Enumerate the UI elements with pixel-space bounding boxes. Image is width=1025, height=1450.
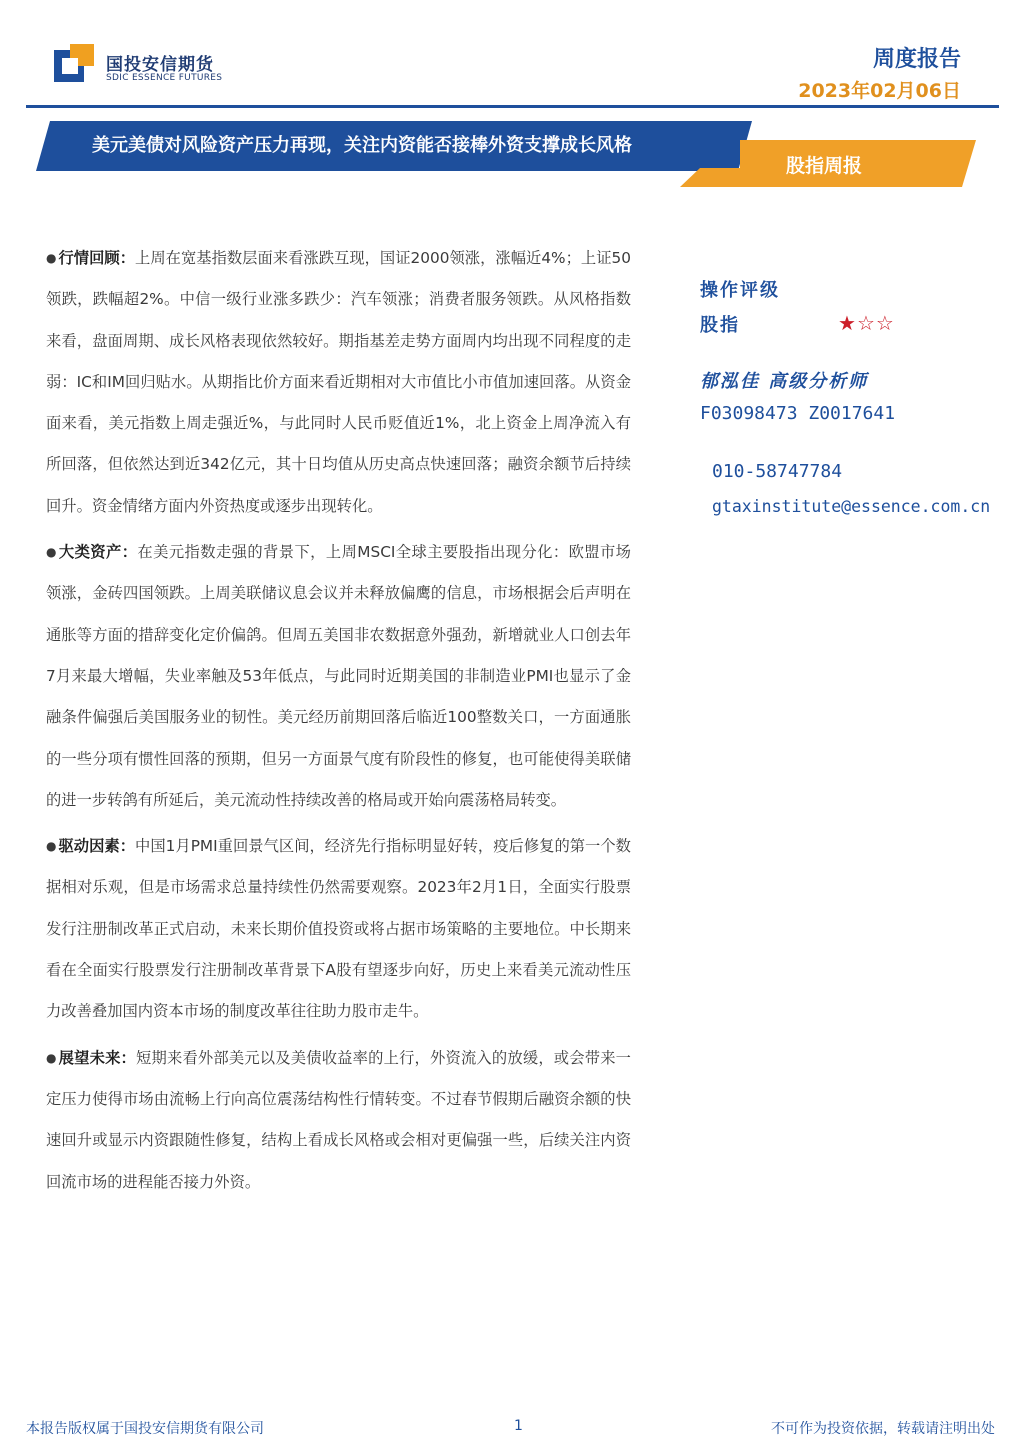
footer-copyright: 本报告版权属于国投安信期货有限公司	[26, 1421, 264, 1437]
brand-logo-icon	[54, 44, 96, 82]
category-tag: 股指周报	[786, 155, 863, 177]
bullet-icon: ●	[46, 251, 57, 265]
rating-stars	[838, 311, 895, 335]
paragraph-market-review	[46, 238, 631, 527]
paragraph-asset-classes	[46, 532, 631, 821]
brand-name-cn: 国投安信期货	[106, 55, 214, 75]
analyst-name: 郁泓佳 高级分析师	[700, 371, 869, 392]
paragraph-text: 短期来看外部美元以及美债收益率的上行，外资流入的放缓，或会带来一定压力使得市场由流畅上行向高位震荡结构性行情转变。不过春节假期后融资余额的快速回升或显示内资跟随性修复，结构上看成长风格或会相对更偏强一些，后续关注内资回流市场的进程能否接力外资。	[46, 1048, 631, 1191]
paragraph-text: 上周在宽基指数层面来看涨跌互现，国证2000领涨，涨幅近4%；上证50领跌，跌幅超2%。中信一级行业涨多跌少：汽车领涨；消费者服务领跌。从风格指数来看，盘面周期、成长风格表现依然较好。期指基差走势方面周内均出现不同程度的走弱：IC和IM回归贴水。从期指比价方面来看近期相对大市值比小市值加速回落。从资金面来看，美元指数上周走强近%，与此同时人民币贬值近1%，北上资金上周净流入有所回落，但依然达到近342亿元，其十日均值从历史高点快速回落；融资余额节后持续回升。资金情绪方面内外资热度或逐步出现转化。	[46, 249, 631, 515]
paragraph-outlook	[46, 1038, 631, 1203]
paragraph-lead: 行情回顾：	[58, 249, 136, 267]
contact-phone: 010-58747784	[712, 461, 843, 482]
page-number: 1	[514, 1418, 523, 1434]
report-date: 2023年02月06日	[798, 80, 961, 102]
rating-label: 操作评级	[700, 280, 780, 301]
paragraph-text: 在美元指数走强的背景下，上周MSCI全球主要股指出现分化：欧盟市场领涨，金砖四国领跌。上周美联储议息会议并未释放偏鹰的信息，市场根据会后声明在通胀等方面的措辞变化定价偏鸽。但周五美国非农数据意外强劲，新增就业人口创去年7月来最大增幅，失业率触及53年低点，与此同时近期美国的非制造业PMI也显示了金融条件偏强后美国服务业的韧性。美元经历前期回落后临近100整数关口，一方面通胀的一些分项有惯性回落的预期，但另一方面景气度有阶段性的修复，也可能使得美联储的进一步转鸽有所延后，美元流动性持续改善的格局或开始向震荡格局转变。	[46, 543, 631, 809]
brand-name-en: SDIC ESSENCE FUTURES	[106, 73, 223, 83]
paragraph-text: 中国1月PMI重回景气区间，经济先行指标明显好转，疫后修复的第一个数据相对乐观，但是市场需求总量持续性仍然需要观察。2023年2月1日，全面实行股票发行注册制改革正式启动，未来长期价值投资或将占据市场策略的主要地位。中长期来看在全面实行股票发行注册制改革背景下A股有望逐步向好，历史上来看美元流动性压力改善叠加国内资本市场的制度改革往往助力股市走牛。	[46, 837, 631, 1021]
paragraph-lead: 展望未来：	[58, 1048, 137, 1067]
paragraph-lead: 大类资产：	[58, 543, 138, 562]
star-filled-icon: ★	[838, 311, 857, 335]
bullet-icon: ●	[46, 1050, 57, 1065]
report-title: 美元美债对风险资产压力再现，关注内资能否接棒外资支撑成长风格	[92, 135, 632, 156]
paragraph-drivers	[46, 826, 631, 1032]
bullet-icon: ●	[46, 839, 57, 854]
contact-email[interactable]: gtaxinstitute@essence.com.cn	[712, 497, 991, 516]
report-type: 周度报告	[872, 47, 961, 72]
header-divider	[26, 105, 999, 108]
paragraph-lead: 驱动因素：	[58, 837, 136, 856]
analyst-license: F03098473 Z0017641	[700, 403, 896, 424]
footer-disclaimer: 不可作为投资依据，转载请注明出处	[771, 1421, 995, 1437]
product-label: 股指	[700, 315, 740, 336]
bullet-icon: ●	[46, 545, 57, 560]
report-body	[46, 238, 631, 1208]
star-empty-icon: ☆☆	[856, 311, 895, 335]
